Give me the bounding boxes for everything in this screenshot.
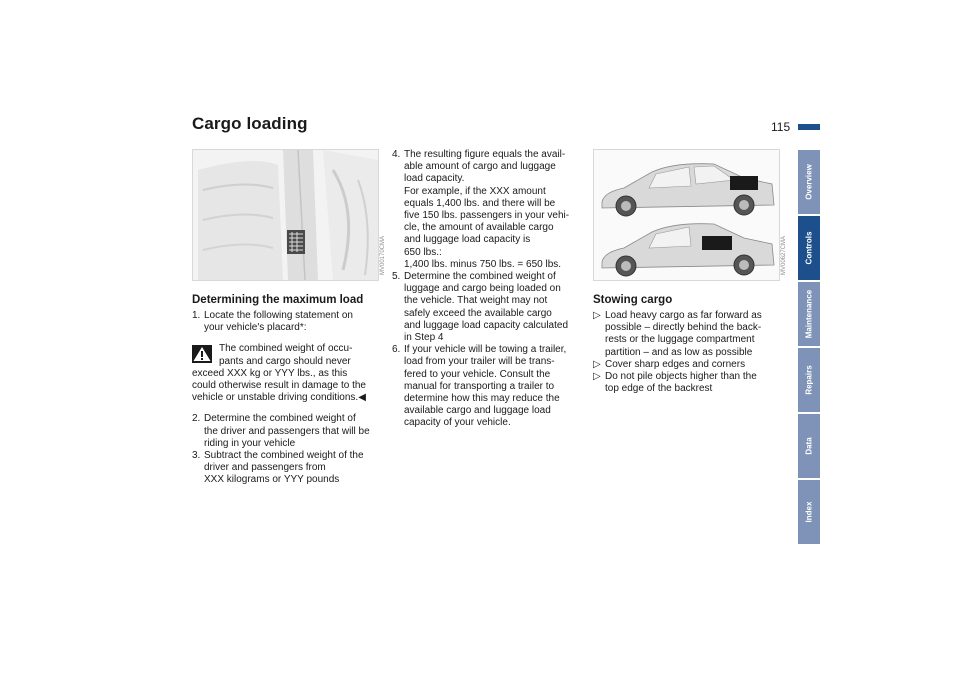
page-number: 115 xyxy=(771,120,791,134)
tab-label: Overview xyxy=(804,164,814,200)
left-column-text xyxy=(192,310,392,487)
car-loading-image xyxy=(593,149,780,281)
step-5 xyxy=(392,271,592,344)
text-line: load from your trailer will be trans- xyxy=(404,356,555,368)
step-number: 5. xyxy=(392,271,401,283)
tab-data[interactable] xyxy=(798,414,820,478)
text-line: determine how this may reduce the xyxy=(404,393,560,405)
chapter-tabs xyxy=(798,150,820,546)
text-line: the vehicle. That weight may not xyxy=(404,295,548,307)
right-column-text xyxy=(593,310,788,395)
step-number: 1. xyxy=(192,310,201,321)
text-line: Locate the following statement on xyxy=(204,310,353,321)
text-line: driver and passengers from xyxy=(204,462,326,474)
bullet-arrow-icon: ▷ xyxy=(593,371,601,383)
bullet-arrow-icon: ▷ xyxy=(593,358,601,370)
text-line: safely exceed the available cargo xyxy=(404,307,552,319)
text-line: cle, the amount of available cargo xyxy=(404,222,554,234)
tab-label: Data xyxy=(804,437,814,455)
tab-maintenance[interactable] xyxy=(798,282,820,346)
step-1 xyxy=(192,310,392,334)
text-line: partition – and as low as possible xyxy=(605,346,753,358)
step-4 xyxy=(392,149,592,271)
text-line: For example, if the XXX amount xyxy=(404,185,546,197)
step-6 xyxy=(392,344,592,429)
text-line: and luggage load capacity calculated xyxy=(404,319,569,331)
text-line: 650 lbs.: xyxy=(404,246,442,258)
text-line: possible – directly behind the back- xyxy=(605,322,762,334)
placard-image xyxy=(192,149,379,281)
image-code: MV00170CMA xyxy=(380,235,386,275)
text-line: able amount of cargo and luggage xyxy=(404,161,556,173)
tab-label: Controls xyxy=(804,231,814,265)
tab-label: Repairs xyxy=(804,365,814,395)
text-line: equals 1,400 lbs. and there will be xyxy=(404,197,556,209)
page-marker xyxy=(798,124,820,130)
warning-triangle-icon xyxy=(192,345,212,363)
page-title: Cargo loading xyxy=(192,114,308,133)
text-line: capacity of your vehicle. xyxy=(404,417,511,429)
text-line: your vehicle's placard*: xyxy=(204,322,307,334)
tab-repairs[interactable] xyxy=(798,348,820,412)
text-line: Cover sharp edges and corners xyxy=(605,358,746,370)
text-line: 1,400 lbs. minus 750 lbs. = 650 lbs. xyxy=(404,258,562,270)
text-line: riding in your vehicle xyxy=(204,437,296,449)
text-line: Determine the combined weight of xyxy=(404,271,556,283)
text-line: the driver and passengers that will be xyxy=(204,425,370,437)
step-number: 4. xyxy=(392,149,401,160)
text-line: Do not pile objects higher than the xyxy=(605,371,757,383)
bullet-item xyxy=(593,359,788,371)
text-line: pants and cargo should never xyxy=(219,355,351,367)
text-line: load capacity. xyxy=(404,173,465,185)
text-line: luggage and cargo being loaded on xyxy=(404,283,561,295)
text-line: rests or the luggage compartment xyxy=(605,334,755,346)
text-line: and luggage load capacity is xyxy=(404,234,531,246)
bullet-arrow-icon: ▷ xyxy=(593,310,601,321)
text-line: Subtract the combined weight of the xyxy=(204,450,364,462)
text-line: If your vehicle will be towing a trailer, xyxy=(404,344,567,356)
tab-overview[interactable] xyxy=(798,150,820,214)
text-line: fered to your vehicle. Consult the xyxy=(404,368,551,380)
step-2 xyxy=(192,413,392,450)
bullet-item xyxy=(593,310,788,359)
step-3 xyxy=(192,450,392,487)
text-line: manual for transporting a trailer to xyxy=(404,380,555,392)
car-cargo-illustration xyxy=(594,150,779,280)
text-line: vehicle or unstable driving conditions.◀ xyxy=(192,392,366,404)
step-number: 2. xyxy=(192,413,201,425)
text-line: could otherwise result in damage to the xyxy=(192,380,366,392)
text-line: exceed XXX kg or YYY lbs., as this xyxy=(192,367,348,379)
section-heading-stowing-cargo: Stowing cargo xyxy=(593,294,673,306)
section-heading-max-load: Determining the maximum load xyxy=(192,294,364,306)
step-number: 6. xyxy=(392,344,401,356)
step-number: 3. xyxy=(192,450,201,462)
tab-label: Index xyxy=(804,501,814,523)
text-line: The combined weight of occu- xyxy=(219,343,353,355)
tab-index[interactable] xyxy=(798,480,820,544)
text-line: XXX kilograms or YYY pounds xyxy=(204,474,340,486)
door-pillar-illustration xyxy=(193,150,378,280)
middle-column-text xyxy=(392,149,592,430)
text-line: Determine the combined weight of xyxy=(204,413,356,425)
text-line: five 150 lbs. passengers in your vehi- xyxy=(404,210,570,222)
text-line: Load heavy cargo as far forward as xyxy=(605,310,762,321)
text-line: in Step 4 xyxy=(404,332,444,344)
tab-controls[interactable] xyxy=(798,216,820,280)
text-line: available cargo and luggage load xyxy=(404,405,551,417)
tab-label: Maintenance xyxy=(804,289,814,339)
warning-note xyxy=(192,343,392,404)
bullet-item xyxy=(593,371,788,395)
image-code: MV00627CMA xyxy=(781,235,787,275)
text-line: top edge of the backrest xyxy=(605,383,713,395)
text-line: The resulting figure equals the avail- xyxy=(404,149,566,160)
